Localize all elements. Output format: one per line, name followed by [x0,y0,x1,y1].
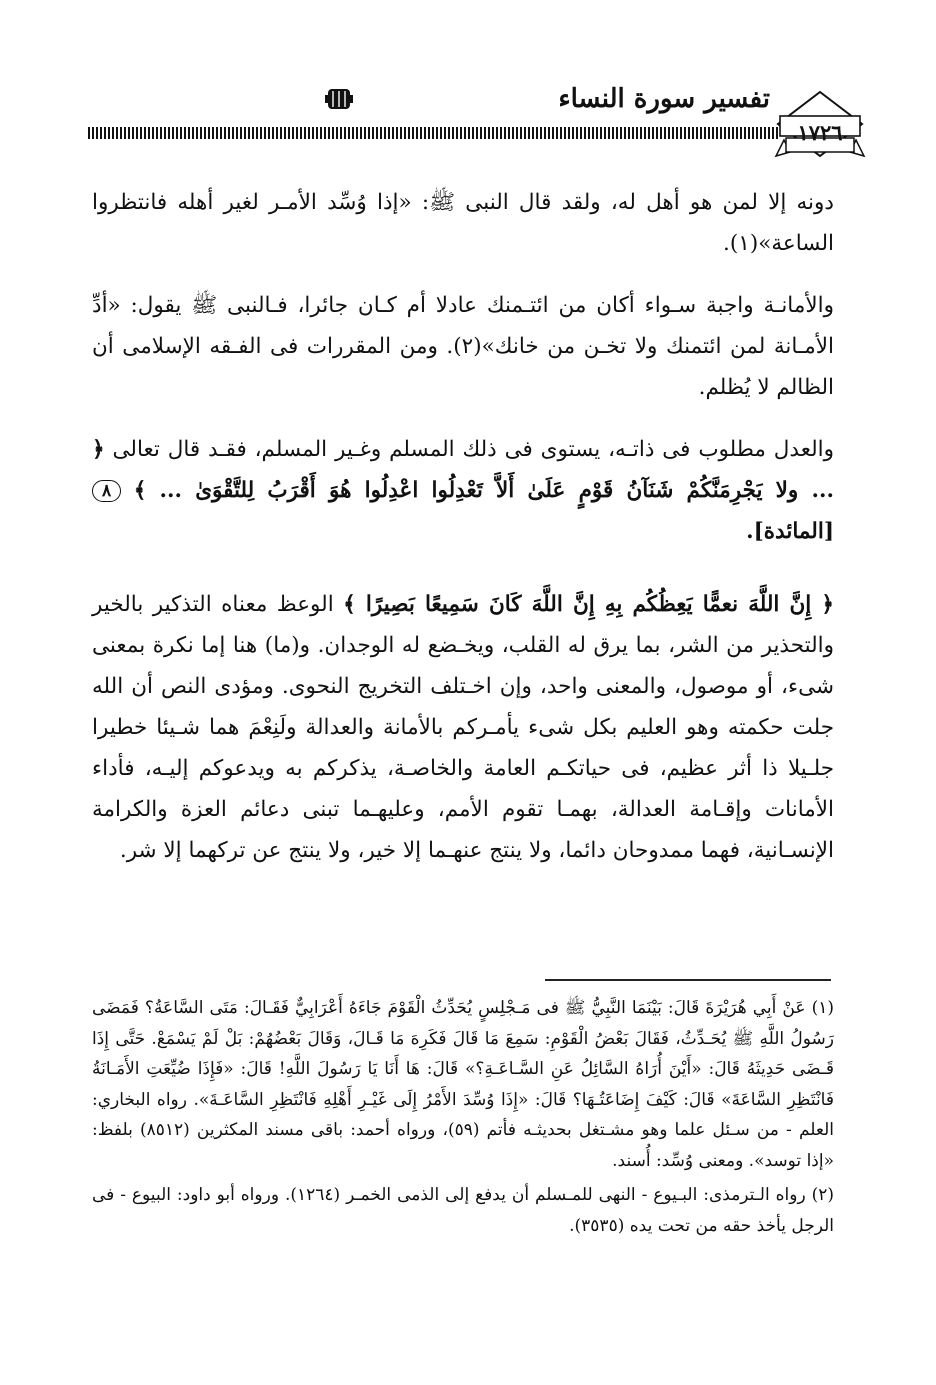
page-number: ١٧٢٦ [797,120,843,145]
footnotes [92,993,834,1241]
header-rule [88,127,778,139]
main-text-2 [92,285,834,408]
main-text-4 [92,584,834,871]
footnote-separator [545,979,831,981]
quran-verse-4: ﴿ إِنَّ اللَّهَ نعمًّا يَعِظُكُم بِهِ إِنَّ اللَّهَ كَانَ سَمِيعًا بَصِيرًا ﴾ [343,592,834,617]
paragraph-2: والأمانـة واجبة سـواء أكان من ائتـمنك عادلا أم كـان جائرا، فـالنبى ﷺ يقول: «أدِّ الأمـانة لمن ائتمنك ولا تخـن من خانك»(٢). ومن المقررات فى الفـقه الإسلامى أن الظالم لا يُظلم. [92,293,834,400]
paragraph-3-intro: والعدل مطلوب فى ذاتـه، يستوى فى ذلك المسلم وغـير المسلم، فقـد قال تعالى [112,437,834,462]
verse-number-badge: ٨ [92,480,121,502]
main-text-3 [92,429,834,552]
footnote-1: (١) عَنْ أَبِي هُرَيْرَةَ قَالَ: بَيْنَمَا النَّبِيُّ ﷺ فى مَـجْلِسٍ يُحَدِّثُ الْقَوْمَ جَاءَهُ أَعْرَابِيٌّ فَقَـالَ: مَتَى السَّاعَةُ؟ فَمَضَى رَسُولُ اللَّهِ ﷺ يُحَـدِّثُ، فَقَالَ بَعْضُ الْقَوْمِ: سَمِعَ مَا قَالَ فَكَرِهَ مَا قَـالَ، وَقَالَ بَعْضُهُمْ: بَلْ لَمْ يَسْمَعْ. حَتَّى إِذَا قَـضَى حَدِيثَهُ قَالَ: «أَيْنَ أُرَاهُ السَّائِلُ عَنِ السَّـاعَـةِ؟» قَالَ: هَا أَنَا يَا رَسُولَ اللَّهِ! قَالَ: «فَإِذَا ضُيِّعَتِ الأَمَـانَةُ فَانْتَظِرِ السَّاعَةَ» قَالَ: كَيْفَ إِضَاعَتُـهَا؟ قَالَ: «إِذَا وُسِّدَ الأَمْرُ إِلَى غَيْـرِ أَهْلِهِ فَانْتَظِرِ السَّاعَـةَ». رواه البخاري: العلم - من سـئل علما وهو مشـتغل بحديثـه فأتم (٥٩)، ورواه أحمد: باقى مسند المكثرين (٨٥١٢) بلفظ: «إذا توسد». ومعنى وُسِّد: أُسند. [92,998,835,1171]
footnote-2: (٢) رواه الـترمذى: البـيوع - النهى للمـسلم أن يدفع إلى الذمى الخمـر (١٢٦٤). ورواه أبو داود: البيوع - فى الرجل يأخذ حقه من تحت يده (٣٥٣٥). [92,1185,834,1236]
paragraph-1: دونه إلا لمن هو أهل له، ولقد قال النبى ﷺ: «إذا وُسِّد الأمـر لغير أهله فانتظروا الساعة»(١). [92,190,834,256]
sura-reference: [المائدة]. [746,519,834,544]
main-text [92,182,834,264]
running-header-title: تفسير سورة النساء [558,84,770,114]
paragraph-3 [92,429,834,552]
paragraph-4 [92,584,834,871]
quran-verse-3: ﴿ ... ولا يَجْرِمَنَّكُمْ شَنَآنُ قَوْمٍ عَلَىٰ أَلاَّ تَعْدِلُوا اعْدِلُوا هُوَ أَقْرَبُ لِلتَّقْوَىٰ ... ﴾ [92,437,834,503]
header-ornament-icon [324,86,354,112]
paragraph-4-text: الوعظ معناه التذكير بالخير والتحذير من الشر، بما يرق له القلب، ويخـضع له الوجدان. و(ما) هنا إما نكرة بمعنى شىء، أو موصول، والمعنى واحد، وإن اخـتلف التخريج النحوى. ومؤدى النص أن الله جلت حكمته وهو العليم بكل شىء يأمـركم بالأمانة والعدالة ولَنِعْمَ هما شـيئا خطيرا جلـيلا ذا أثر عظيم، فى حياتكـم العامة والخاصـة، يذكركم به ويدعوكم إليـه، فأداء الأمانات وإقـامة العدالة، بهمـا تقوم الأمم، وعليهـما تبنى دعائم العزة والكرامة الإنسـانية، فهما ممدوحان دائما، ولا ينتج عنهـما إلا خير، ولا ينتج عن تركهما إلا شر. [92,592,834,863]
